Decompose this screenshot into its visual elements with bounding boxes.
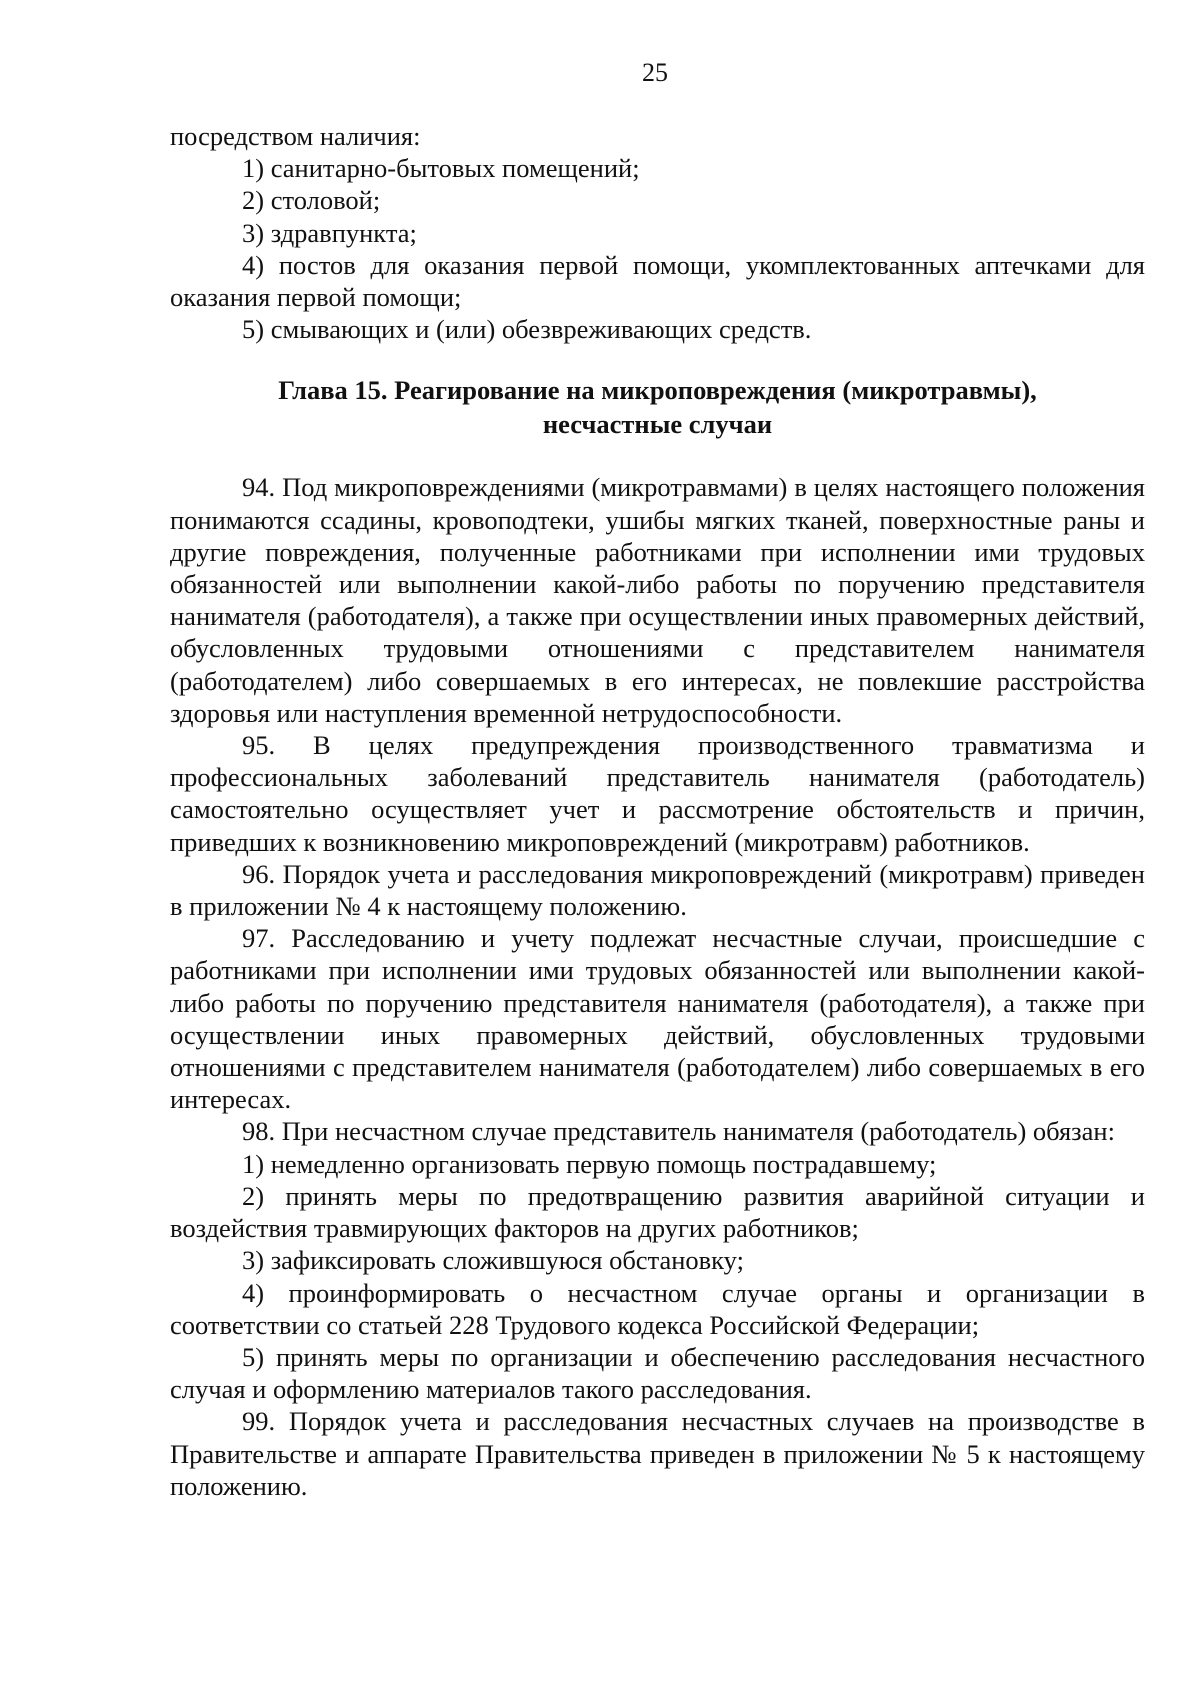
intro-text: посредством наличия: (170, 121, 421, 151)
paragraph-95: 95. В целях предупреждения производственного травматизма и профессиональных заболеваний представитель нанимателя (работодатель) самостоятельно осуществляет учет и рассмотрение обстоятельств и причин, приведших к возникновению микроповреждений (микротравм) работников. (170, 730, 1145, 857)
duty-item-3: 3) зафиксировать сложившуюся обстановку; (242, 1245, 744, 1276)
paragraph-94: 94. Под микроповреждениями (микротравмами) в целях настоящего положения понимаются ссадины, кровоподтеки, ушибы мягких тканей, поверхностные раны и другие повреждения, полученные работниками при исполнении ими трудовых обязанностей или выполнении какой-либо работы по поручению представителя нанимателя (работодателя), а также при осуществлении иных правомерных действий, обусловленных трудовыми отношениями с представителем нанимателя (работодателем) либо совершаемых в его интересах, не повлекшие расстройства здоровья или наступления временной нетрудоспособности. (170, 472, 1145, 728)
amenity-item-5: 5) смывающих и (или) обезвреживающих средств. (242, 314, 812, 345)
chapter-heading-line-1: Глава 15. Реагирование на микроповреждения (микротравмы), (278, 375, 1037, 406)
paragraph-96: 96. Порядок учета и расследования микроповреждений (микротравм) приведен в приложении № 4 к настоящему положению. (170, 858, 1145, 922)
paragraph-98: 98. При несчастном случае представитель нанимателя (работодатель) обязан: (242, 1116, 1115, 1147)
duty-item-5: 5) принять меры по организации и обеспечению расследования несчастного случая и оформлению материалов такого расследования. (170, 1341, 1145, 1405)
chapter-heading (170, 373, 1145, 441)
amenity-item-3: 3) здравпункта; (242, 217, 417, 248)
page-number: 25 (642, 58, 668, 87)
duty-item-1: 1) немедленно организовать первую помощь пострадавшему; (242, 1148, 937, 1179)
paragraph-97: 97. Расследованию и учету подлежат несчастные случаи, происшедшие с работниками при исполнении ими трудовых обязанностей или выполнении какой-либо работы по поручению представителя нанимателя (работодателя), а также при осуществлении иных правомерных действий, обусловленных трудовыми отношениями с представителем нанимателя (работодателем) либо совершаемых в его интересах. (170, 923, 1145, 1115)
paragraph-99: 99. Порядок учета и расследования несчастных случаев на производстве в Правительстве и аппарате Правительства приведен в приложении № 5 к настоящему положению. (170, 1406, 1145, 1501)
amenity-item-2: 2) столовой; (242, 185, 381, 216)
document-body (170, 120, 1145, 1502)
duty-item-2: 2) принять меры по предотвращению развития аварийной ситуации и воздействия травмирующих факторов на других работников; (170, 1180, 1145, 1244)
amenity-item-4: 4) постов для оказания первой помощи, укомплектованных аптечками для оказания первой помощи; (170, 249, 1145, 313)
duty-item-4: 4) проинформировать о несчастном случае органы и организации в соответствии со статьей 228 Трудового кодекса Российской Федерации; (170, 1277, 1145, 1340)
chapter-heading-line-2: несчастные случаи (542, 409, 773, 440)
amenity-item-1: 1) санитарно-бытовых помещений; (242, 153, 640, 184)
